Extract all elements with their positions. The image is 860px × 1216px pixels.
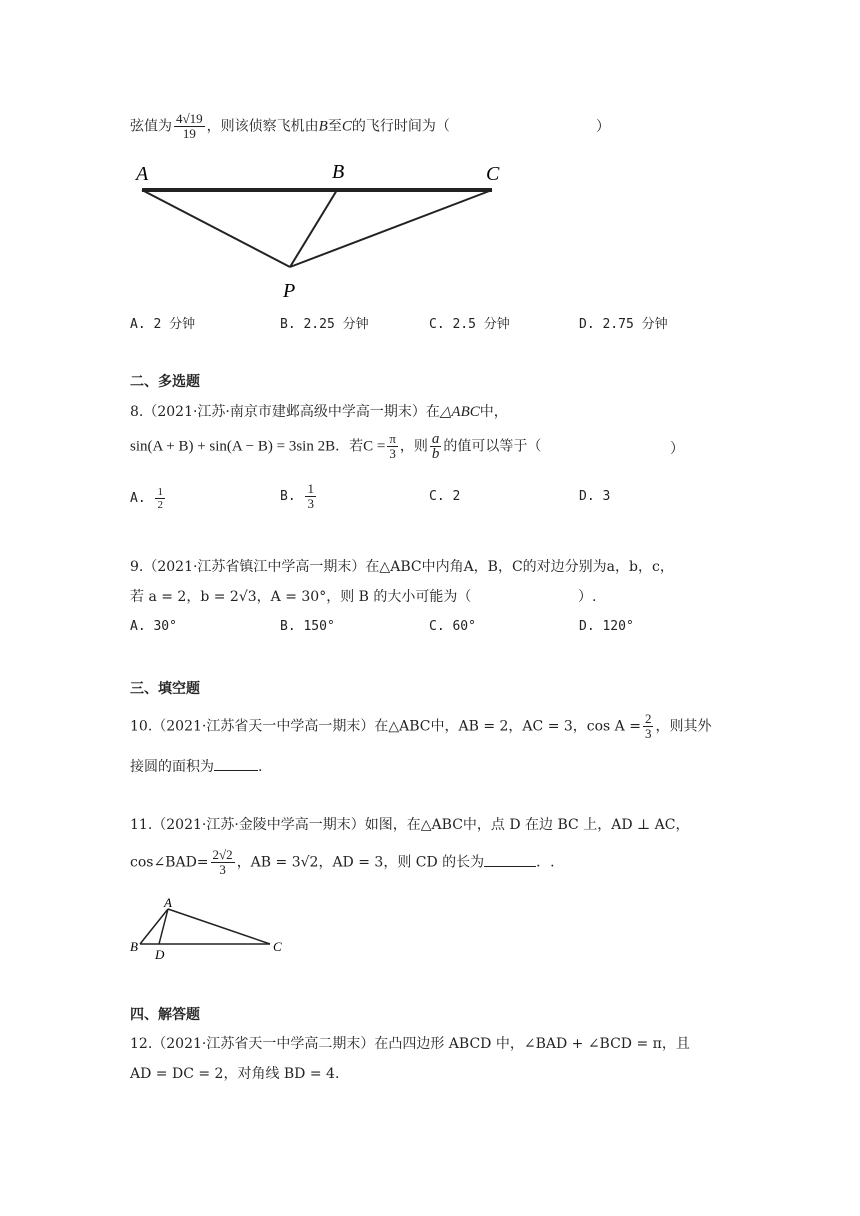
q8-formula: sin(A + B) + sin(A − B) = 3sin 2B: [130, 438, 336, 455]
q8-option-b[interactable]: B. $\frac{1}{3}$: [280, 481, 314, 511]
q9-paren-close: ）.: [578, 589, 597, 605]
q8-paren-close: ）: [670, 441, 684, 457]
q7-paren-close: ）: [596, 119, 610, 135]
q7-figure: [130, 158, 510, 303]
q10-answer-blank[interactable]: [214, 756, 258, 771]
label-p: P: [283, 280, 296, 302]
q9-stem-line1: 9.（2021·江苏省镇江中学高一期末）在△ABC中内角A，B，C的对边分别为a，b，c，: [130, 559, 674, 575]
q7-text-post: ，则该侦察飞机由: [206, 118, 319, 135]
q9-stem-line2: 若 a = 2，b = 2√3，A = 30°，则 B 的大小可能为（: [130, 589, 472, 605]
q10-stem-line2: 接圆的面积为 .: [130, 756, 262, 777]
q8-stem-line2: sin(A + B) + sin(A − B) = 3sin 2B．若C = $\frac{\pi}{3}$ ，则 $\frac{a}{b}$ 的值可以等于（: [130, 431, 542, 462]
q12-stem-line2: AD = DC = 2，对角线 BD = 4.: [130, 1066, 340, 1082]
label-c: C: [273, 939, 282, 954]
q7-stem: 弦值为 $\frac{4√19}{19}$ ，则该侦察飞机由B至C的飞行时间为（: [130, 111, 450, 141]
line-cp: [290, 190, 492, 267]
q8-option-a-fraction: $\frac{1}{2}$: [157, 486, 163, 511]
section-title-multiple-choice: 二、多选题: [130, 374, 200, 390]
q9-option-d[interactable]: D. 120°: [579, 619, 634, 634]
q8-option-a[interactable]: A. $\frac{1}{2}$: [130, 486, 163, 511]
q8-stem-line1: 8.（2021·江苏·南京市建邺高级中学高一期末）在△ABC中，: [130, 404, 508, 420]
q7-option-c[interactable]: C. 2.5 分钟: [429, 317, 510, 332]
section-title-answer: 四、解答题: [130, 1007, 200, 1023]
q8-option-d[interactable]: D. 3: [579, 489, 611, 504]
q8-ab-fraction: $\frac{a}{b}$: [431, 431, 440, 462]
q11-figure: [128, 895, 288, 965]
q8-pi-fraction: $\frac{\pi}{3}$: [389, 431, 396, 461]
q11-fraction: $\frac{2√2}{3}$: [212, 847, 233, 877]
q11-stem-line2: cos∠BAD= $\frac{2√2}{3}$ ，AB = 3√2，AD = 3，则 CD 的长为 ．.: [130, 847, 555, 877]
q9-option-a[interactable]: A. 30°: [130, 619, 177, 634]
label-d: D: [155, 947, 165, 962]
line-ac: [168, 909, 270, 944]
q7-fraction: $\frac{4√19}{19}$: [176, 111, 203, 141]
q9-option-b[interactable]: B. 150°: [280, 619, 335, 634]
q8-option-c[interactable]: C. 2: [429, 489, 461, 504]
q9-option-c[interactable]: C. 60°: [429, 619, 476, 634]
q8-option-b-fraction: $\frac{1}{3}$: [307, 481, 314, 511]
line-ap: [142, 190, 290, 267]
label-a: A: [136, 163, 149, 185]
q11-answer-blank[interactable]: [484, 852, 536, 867]
section-title-fill-in: 三、填空题: [130, 681, 200, 697]
label-c: C: [486, 163, 500, 185]
label-b: B: [332, 161, 345, 183]
line-bp: [290, 190, 337, 267]
q10-fraction: $\frac{2}{3}$: [644, 711, 652, 741]
label-b: B: [130, 939, 138, 954]
q7-text-pre: 弦值为: [130, 118, 172, 135]
q7-option-d[interactable]: D. 2.75 分钟: [579, 317, 668, 332]
q12-stem-line1: 12.（2021·江苏省天一中学高二期末）在凸四边形 ABCD 中，∠BAD + ∠BCD = π，且: [130, 1036, 690, 1052]
q7-option-b[interactable]: B. 2.25 分钟: [280, 317, 369, 332]
q11-stem-line1: 11.（2021·江苏·金陵中学高一期末）如图，在△ABC中，点 D 在边 BC 上，AD ⊥ AC，: [130, 817, 690, 833]
q10-stem-line1: 10.（2021·江苏省天一中学高一期末）在△ABC中，AB = 2，AC = 3，cos A = $\frac{2}{3}$ ，则其外: [130, 711, 712, 741]
label-a: A: [164, 895, 172, 910]
q7-option-a[interactable]: A. 2 分钟: [130, 317, 196, 332]
